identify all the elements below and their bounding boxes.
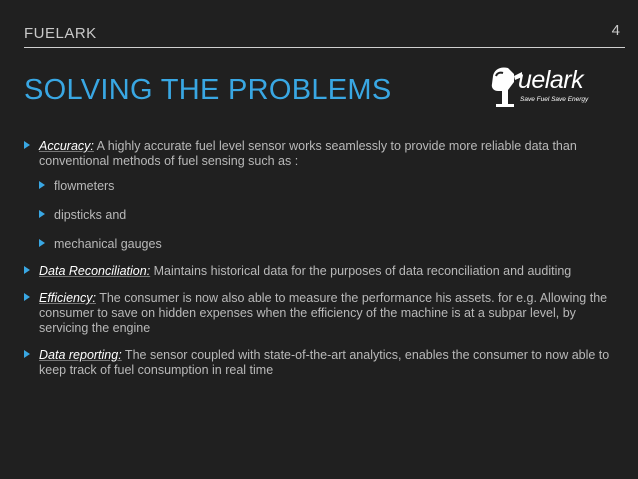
slide-title: SOLVING THE PROBLEMS [24,74,392,106]
bullet-arrow-icon [39,210,45,218]
bullet-text: The consumer is now also able to measure the performance his assets. for e.g. Allowing the consumer to save on hidden expenses when the efficiency of the machine is at a subpar level, by servicing the engine [39,291,608,335]
sub-bullet-text: dipsticks and [54,208,127,222]
bullet-arrow-icon [24,350,30,358]
logo-wordmark: uelark [518,66,584,94]
bullet-accuracy [24,139,624,252]
bullet-term: Data Reconciliation: [39,264,151,278]
sub-list [39,179,624,252]
bullet-term: Data reporting: [39,348,122,362]
bullet-text: A highly accurate fuel level sensor works seamlessly to provide more reliable data than conventional methods of fuel sensing such as : [39,139,577,168]
bullet-arrow-icon [39,181,45,189]
bullet-text: The sensor coupled with state-of-the-art analytics, enables the consumer to now able to keep track of fuel consumption in real time [39,348,610,377]
bullet-term: Accuracy: [39,139,94,153]
logo-tagline: Save Fuel Save Energy [520,96,589,103]
header-divider [24,47,625,48]
header-brand: FUELARK [24,25,97,42]
bullet-data-reconciliation [24,264,624,279]
bullet-arrow-icon [39,239,45,247]
fuelark-logo [480,64,610,114]
sub-bullet-item [39,179,624,194]
bullet-arrow-icon [24,293,30,301]
bullet-data-reporting [24,348,624,378]
bullet-arrow-icon [24,266,30,274]
bullet-text: Maintains historical data for the purposes of data reconciliation and auditing [150,264,572,278]
bullet-efficiency [24,291,624,336]
bullet-list [24,139,624,390]
bullet-term: Efficiency: [39,291,96,305]
sub-bullet-item [39,208,624,223]
sub-bullet-text: flowmeters [54,179,115,193]
sub-bullet-text: mechanical gauges [54,237,162,251]
bullet-arrow-icon [24,141,30,149]
page-number: 4 [611,22,620,39]
sub-bullet-item [39,237,624,252]
